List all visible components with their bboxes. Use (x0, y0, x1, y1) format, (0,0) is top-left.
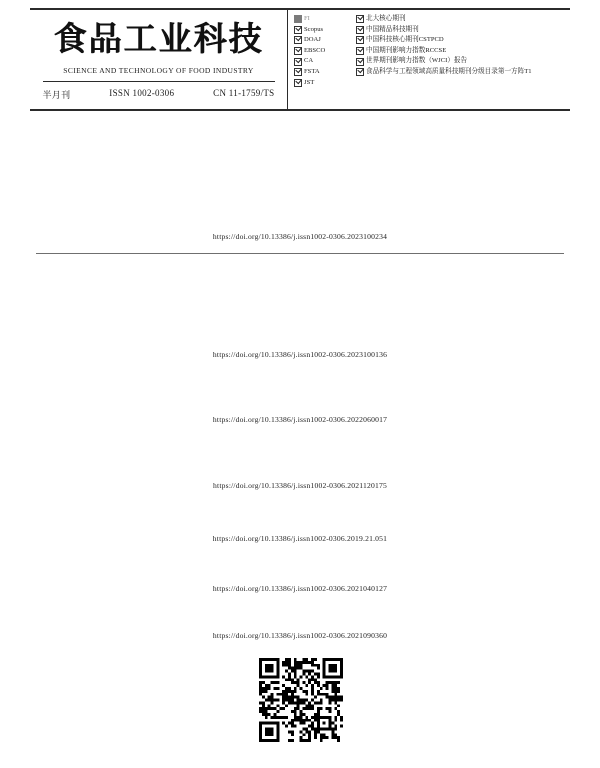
index-column-domestic (352, 14, 570, 109)
index-item (294, 25, 352, 36)
checkbox-checked-icon (356, 47, 364, 55)
index-item (356, 56, 570, 67)
checkbox-filled-icon (294, 15, 302, 23)
masthead-divider (43, 81, 275, 82)
checkbox-checked-icon (294, 36, 302, 44)
checkbox-checked-icon (356, 36, 364, 44)
index-item (356, 35, 570, 46)
doi-link[interactable]: https://doi.org/10.13386/j.issn1002-0306.2021090360 (212, 631, 388, 640)
checkbox-checked-icon (294, 26, 302, 34)
index-item (356, 14, 570, 25)
journal-issn: ISSN 1002-0306 (109, 88, 175, 98)
journal-title-en: SCIENCE AND TECHNOLOGY OF FOOD INDUSTRY (63, 66, 254, 75)
index-item-label: FSTA (304, 67, 320, 75)
index-item-label: DOAJ (304, 36, 321, 44)
index-item-label: 中国科技核心期刊CSTPCD (366, 36, 444, 44)
index-item-label: EBSCO (304, 46, 326, 54)
checkbox-checked-icon (294, 79, 302, 87)
doi-link[interactable]: https://doi.org/10.13386/j.issn1002-0306.2021120175 (213, 481, 387, 490)
index-item-label: FI (304, 15, 310, 22)
checkbox-checked-icon (294, 68, 302, 76)
masthead-identity (30, 10, 288, 109)
journal-meta (43, 88, 275, 101)
journal-masthead (30, 8, 570, 111)
qr-code-image (259, 658, 343, 742)
checkbox-checked-icon (356, 68, 364, 76)
index-column-international (294, 14, 352, 109)
index-item (356, 67, 570, 78)
checkbox-checked-icon (294, 47, 302, 55)
index-item-label: 中国精品科技期刊 (366, 25, 419, 33)
journal-frequency: 半月刊 (42, 90, 71, 100)
index-item (294, 78, 352, 89)
index-item (294, 56, 352, 67)
index-item-label: 食品科学与工程领域高质量科技期刊分级目录第一方阵T1 (366, 67, 532, 75)
doi-link[interactable]: https://doi.org/10.13386/j.issn1002-0306.2023100234 (212, 232, 388, 241)
index-item (294, 46, 352, 57)
index-item (356, 46, 570, 57)
index-item-label: JST (304, 78, 315, 86)
checkbox-checked-icon (356, 58, 364, 66)
checkbox-checked-icon (294, 58, 302, 66)
checkbox-checked-icon (356, 15, 364, 23)
index-listing (288, 10, 570, 109)
index-item-label: 世界期刊影响力指数（WJCI）报告 (366, 57, 468, 65)
index-item (294, 14, 352, 25)
journal-cn-number: CN 11-1759/TS (213, 88, 275, 98)
journal-title-cn: 食品工业科技 (53, 19, 264, 58)
index-item (356, 25, 570, 36)
doi-link[interactable]: https://doi.org/10.13386/j.issn1002-0306.2021040127 (212, 584, 388, 593)
content-separator (36, 253, 564, 254)
index-item-label: CA (304, 57, 314, 65)
doi-link[interactable]: https://doi.org/10.13386/j.issn1002-0306.2022060017 (212, 415, 388, 424)
checkbox-checked-icon (356, 26, 364, 34)
doi-link[interactable]: https://doi.org/10.13386/j.issn1002-0306.2023100136 (212, 350, 388, 359)
index-item-label: 北大核心期刊 (366, 15, 406, 22)
index-item-label: 中国期刊影响力指数RCCSE (366, 46, 447, 54)
index-item (294, 35, 352, 46)
qr-code[interactable] (259, 658, 343, 742)
index-item (294, 67, 352, 78)
index-item-label: Scopus (304, 25, 324, 33)
doi-link[interactable]: https://doi.org/10.13386/j.issn1002-0306.2019.21.051 (212, 534, 388, 543)
